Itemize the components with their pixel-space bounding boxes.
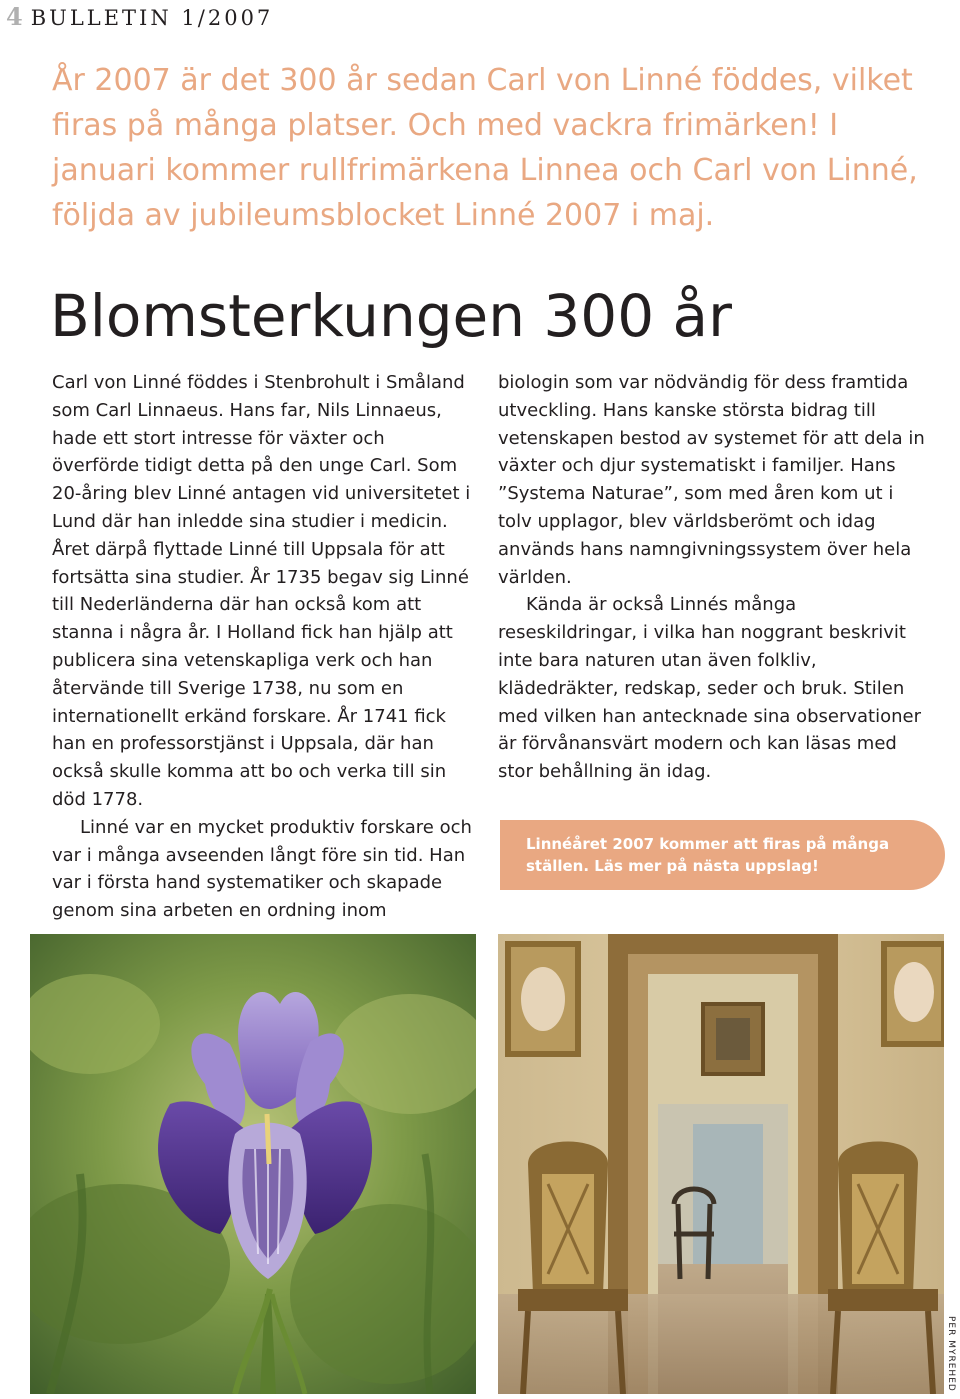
body-column-right (498, 369, 928, 786)
iris-photo (30, 934, 476, 1394)
body-paragraph: biologin som var nödvändig för dess framtida utveckling. Hans kanske största bidrag till vetenskapen bestod av systemet för att dela in växter och djur systematiskt i familjer. Hans ”Systema Naturae”, som med åren kom ut i tolv upplagor, blev världsberömt och idag används hans namngivningssystem över hela världen. (498, 372, 925, 588)
page-number: 4 (6, 2, 23, 31)
callout-box (500, 820, 945, 890)
body-paragraph: Kända är också Linnés många reseskildringar, i vilka han noggrant beskrivit inte bara naturen utan även folkliv, klädedräkter, redskap, seder och bruk. Stilen med vilken han antecknade sina observationer är förvånansvärt modern och kan läsas med stor behållning än idag. (498, 594, 921, 783)
body-paragraph: Linné var en mycket produktiv forskare och var i många avseenden långt före sin tid. Han var i första hand systematiker och skapade genom sina arbeten en ordning inom (52, 816, 472, 922)
article-headline: Blomsterkungen 300 år (50, 282, 732, 350)
body-paragraph: Carl von Linné föddes i Stenbrohult i Småland som Carl Linnaeus. Hans far, Nils Linnaeus, hade ett stort intresse för växter och överförde tidigt detta på den unge Carl. Som 20-åring blev Linné antagen vid universitetet i Lund där han inledde sina studier i medicin. Året därpå flyttade Linné till Uppsala för att fortsätta sina studier. År 1735 begav sig Linné till Nederländerna där han också kom att stanna i några år. I Holland fick han hjälp att publicera sina vetenskapliga verk och han återvände till Sverige 1738, nu som en internationellt erkänd forskare. År 1741 fick han en professorstjänst i Uppsala, där han också skulle komma att bo och verka till sin död 1778. (52, 372, 471, 810)
body-column-left (52, 369, 477, 925)
publication-label: BULLETIN 1/2007 (30, 6, 274, 30)
photo-credit (944, 1318, 958, 1390)
callout-text: Linnéåret 2007 kommer att firas på många ställen. Läs mer på nästa uppslag! (526, 835, 890, 875)
photo-credit-text: PER MYREHED (946, 1316, 956, 1392)
interior-photo (498, 934, 944, 1394)
intro-paragraph: År 2007 är det 300 år sedan Carl von Linné föddes, vilket firas på många platser. Och med vackra frimärken! I januari kommer rullfrimärkena Linnea och Carl von Linné, följda av jubileumsblocket Linné 2007 i maj. (52, 63, 918, 233)
page-header (6, 2, 273, 32)
iris-flower-image (30, 934, 476, 1394)
interior-room-image (498, 934, 944, 1394)
